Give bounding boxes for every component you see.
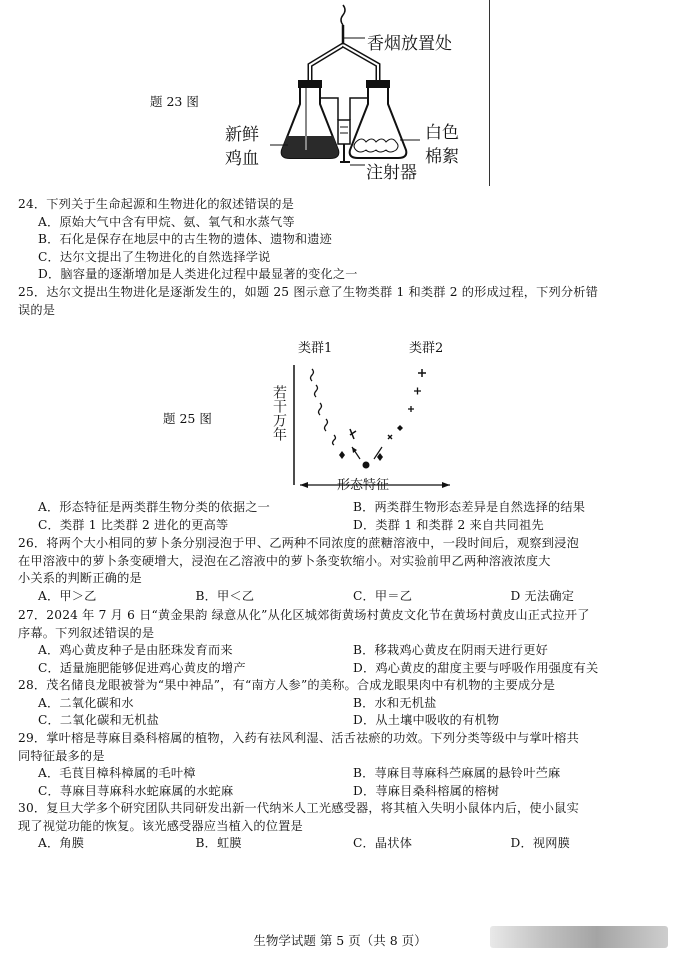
cotton-label-line2: 棉絮 (425, 147, 459, 167)
question-27-stem-line1: 27．2024 年 7 月 6 日“黄金果韵 绿意从化”从化区城郊街黄场村黄皮文化节在黄场村黄皮山正式拉开了 (18, 608, 590, 622)
figure-23 (0, 0, 680, 190)
question-26-stem-line2: 在甲溶液中的萝卜条变硬增大，浸泡在乙溶液中的萝卜条变软缩小。对实验前甲乙两种溶液浓度大 (18, 553, 551, 568)
question-24 (18, 196, 668, 284)
question-24-option-c: C．达尔文提出了生物进化的自然选择学说 (38, 249, 271, 264)
watermark-smudge (490, 926, 668, 948)
question-29 (18, 730, 668, 800)
question-25-stem (18, 284, 668, 319)
question-29-option-a: A．毛茛目樟科樟属的毛叶樟 (38, 766, 196, 781)
x-axis-label: 形态特征 (335, 474, 391, 493)
question-29-option-c: C．荨麻目荨麻科水蛇麻属的水蛇麻 (38, 783, 234, 798)
question-24-option-b: B．石化是保存在地层中的古生物的遗体、遗物和遗迹 (38, 232, 333, 247)
y-axis-label: 若干万年 (271, 385, 287, 441)
question-30-stem-line2: 现了视觉功能的恢复。该光感受器应当植入的位置是 (18, 818, 303, 833)
question-28-option-d: D．从土壤中吸收的有机物 (353, 713, 500, 728)
question-28-stem: 28．茂名储良龙眼被誉为“果中神品”，有“南方人参”的美称。合成龙眼果肉中有机物的主要成分是 (18, 678, 556, 692)
question-29-stem-line2: 同特征最多的是 (18, 748, 105, 763)
question-29-option-b: B．荨麻目荨麻科苎麻属的悬铃叶苎麻 (353, 766, 561, 781)
figure-23-frame-line (489, 0, 490, 186)
divergence-diagram (280, 355, 460, 495)
question-27-option-b: B．移栽鸡心黄皮在阴雨天进行更好 (353, 643, 548, 658)
figure-25 (0, 335, 680, 495)
question-26-option-d: D 无法确定 (510, 588, 575, 603)
figure-23-label: 题 23 图 (150, 94, 199, 109)
question-24-option-d: D．脑容量的逐渐增加是人类进化过程中最显著的变化之一 (38, 267, 358, 282)
question-25-option-c: C．类群 1 比类群 2 进化的更高等 (38, 517, 229, 532)
question-25-option-d: D．类群 1 和类群 2 来自共同祖先 (353, 517, 544, 532)
question-26-stem-line3: 小关系的判断正确的是 (18, 571, 142, 586)
question-25-option-b: B．两类群生物形态差异是自然选择的结果 (353, 500, 586, 514)
blood-label-line1: 新鲜 (225, 125, 259, 145)
question-30-stem-line1: 30．复旦大学多个研究团队共同研发出新一代纳米人工光感受器，将其植入失明小鼠体内后，使小鼠实 (18, 801, 579, 815)
syringe-label: 注射器 (366, 163, 417, 183)
question-25-option-a: A．形态特征是两类群生物分类的依据之一 (38, 500, 270, 514)
question-27-option-d: D．鸡心黄皮的甜度主要与呼吸作用强度有关 (353, 660, 599, 675)
question-24-stem: 24．下列关于生命起源和生物进化的叙述错误的是 (18, 197, 295, 211)
question-25-options (18, 499, 668, 534)
question-27-option-c: C．适量施肥能够促进鸡心黄皮的增产 (38, 660, 246, 675)
figure-25-label: 题 25 图 (163, 411, 212, 426)
question-30-option-d: D．视网膜 (510, 836, 571, 851)
question-30-option-b: B．虹膜 (195, 836, 242, 851)
question-26-option-c: C．甲＝乙 (353, 588, 413, 603)
question-25-stem-line1: 25．达尔文提出生物进化是逐渐发生的，如题 25 图示意了生物类群 1 和类群 2 的形成过程，下列分析错 (18, 285, 599, 299)
question-26 (18, 535, 668, 605)
smoke-position-label: 香烟放置处 (367, 34, 452, 54)
question-28-option-c: C．二氧化碳和无机盐 (38, 713, 160, 728)
question-30 (18, 800, 668, 853)
group-1-label: 类群1 (298, 341, 333, 356)
question-27-stem-line2: 序幕。下列叙述错误的是 (18, 625, 155, 640)
question-26-option-b: B．甲＜乙 (195, 588, 255, 603)
question-24-option-a: A．原始大气中含有甲烷、氨、氧气和水蒸气等 (38, 214, 295, 229)
question-28-option-a: A．二氧化碳和水 (38, 695, 134, 710)
question-29-stem-line1: 29．掌叶榕是荨麻目桑科榕属的植物，入药有祛风利湿、活舌祛瘀的功效。下列分类等级中与掌叶榕共 (18, 731, 579, 745)
question-28 (18, 677, 668, 730)
question-28-option-b: B．水和无机盐 (353, 695, 437, 710)
question-30-option-c: C．晶状体 (353, 836, 413, 851)
smoke-apparatus-diagram (270, 0, 420, 170)
question-29-option-d: D．荨麻目桑科榕属的榕树 (353, 783, 500, 798)
question-26-stem-line1: 26．将两个大小相同的萝卜条分别浸泡于甲、乙两种不同浓度的蔗糖溶液中，一段时间后，观察到浸泡 (18, 536, 579, 550)
group-2-label: 类群2 (409, 341, 444, 356)
page-footer: 生物学试题 第 5 页（共 8 页） (253, 933, 427, 948)
question-27 (18, 607, 668, 677)
blood-label-line2: 鸡血 (225, 149, 259, 169)
question-25-stem-line2: 误的是 (18, 302, 56, 317)
question-30-option-a: A．角膜 (38, 836, 85, 851)
question-26-option-a: A．甲＞乙 (38, 588, 97, 603)
cotton-label-line1: 白色 (425, 123, 459, 143)
question-27-option-a: A．鸡心黄皮种子是由胚珠发育而来 (38, 643, 233, 658)
